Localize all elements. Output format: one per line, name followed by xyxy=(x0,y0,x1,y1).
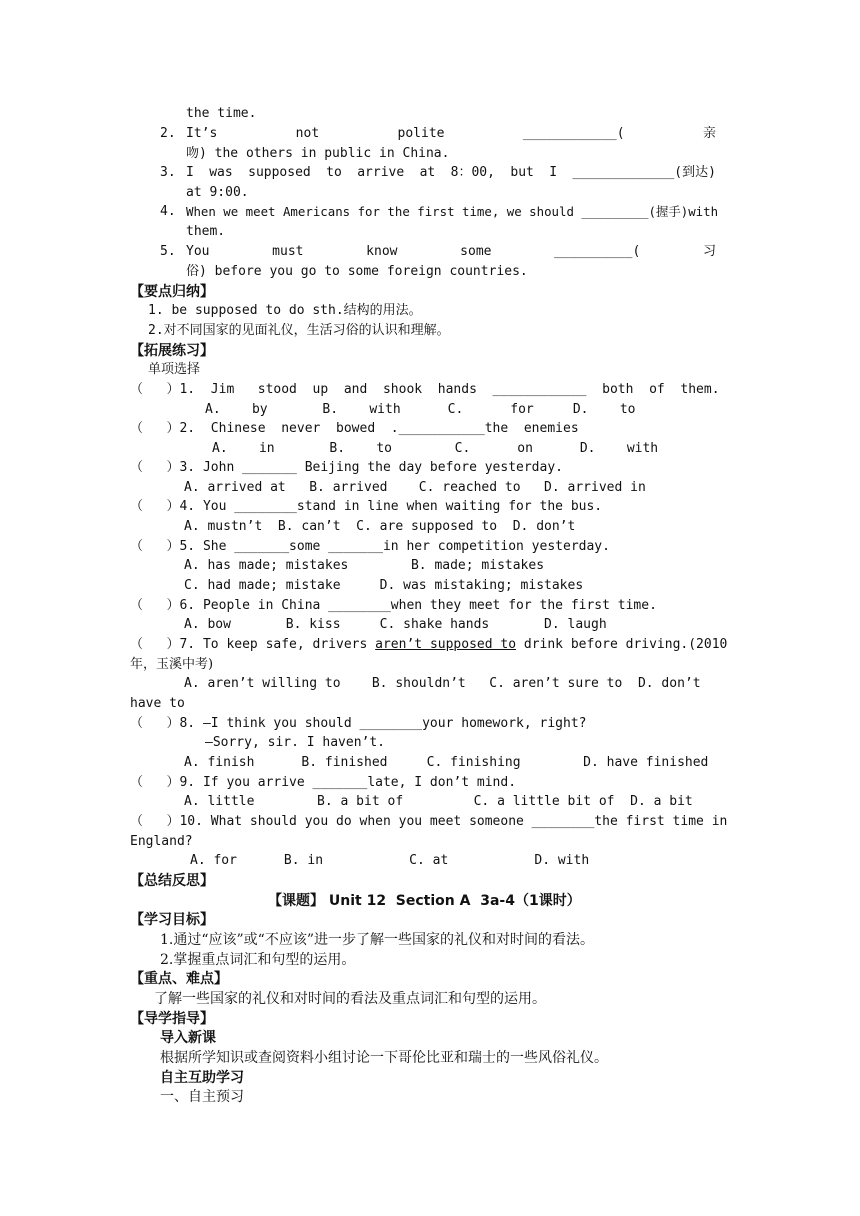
question-10-options: A. for B. in C. at D. with xyxy=(190,853,590,868)
underlined-phrase: aren’t supposed to xyxy=(375,637,517,652)
fill-in-number: 3. xyxy=(160,165,176,180)
guide-heading: 【导学指导】 xyxy=(130,1011,214,1027)
summary-point: 2.对不同国家的见面礼仪，生活习俗的认识和理解。 xyxy=(148,323,450,338)
question-6: （ ）6. People in China ________when they meet for the first time. xyxy=(130,598,657,613)
question-3-options: A. arrived at B. arrived C. reached to D. arrived in xyxy=(184,480,646,495)
question-3: （ ）3. John _______ Beijing the day before yesterday. xyxy=(130,460,563,475)
question-6-options: A. bow B. kiss C. shake hands D. laugh xyxy=(184,617,607,632)
question-1: （ ）1. Jim stood up and shook hands ____________ both of them. xyxy=(130,382,720,397)
lesson-title: 【课题】 Unit 12 Section A 3a-4（1课时） xyxy=(268,893,581,909)
reflection-heading: 【总结反思】 xyxy=(130,873,214,889)
question-5: （ ）5. She _______some _______in her competition yesterday. xyxy=(130,539,610,554)
practice-heading: 【拓展练习】 xyxy=(130,343,214,359)
question-10: （ ）10. What should you do when you meet someone ________the first time in xyxy=(130,814,728,829)
question-4: （ ）4. You ________stand in line when waiting for the bus. xyxy=(130,499,603,514)
question-9-options: A. little B. a bit of C. a little bit of D. a bit xyxy=(184,794,693,809)
goal-item: 1.通过“应该”或“不应该”进一步了解一些国家的礼仪和对时间的看法。 xyxy=(160,932,594,948)
fill-in-item-3-wrap: at 9:00. xyxy=(186,185,249,200)
fill-in-item-2-wrap: 吻) the others in public in China. xyxy=(186,146,450,161)
question-5-options: A. has made; mistakes B. made; mistakes xyxy=(184,558,545,573)
question-2-options: A. in B. to C. on D. with xyxy=(212,441,659,456)
fill-in-item-2: It’s not polite ____________( 亲 xyxy=(186,126,716,141)
key-points-heading: 【重点、难点】 xyxy=(130,971,228,987)
key-points-text: 了解一些国家的礼仪和对时间的看法及重点词汇和句型的运用。 xyxy=(154,991,546,1007)
question-8-options: A. finish B. finished C. finishing D. have finished xyxy=(184,755,709,770)
summary-heading: 【要点归纳】 xyxy=(130,284,214,300)
goal-item: 2.掌握重点词汇和句型的运用。 xyxy=(160,952,356,968)
question-8: （ ）8. —I think you should ________your homework, right? xyxy=(130,716,587,731)
fill-in-number: 5. xyxy=(160,244,176,259)
preview-heading: 一、自主预习 xyxy=(160,1089,244,1105)
fill-in-number: 4. xyxy=(160,204,176,219)
question-10-wrap: England? xyxy=(130,834,193,849)
question-9: （ ）9. If you arrive _______late, I don’t mind. xyxy=(130,775,517,790)
question-5-options: C. had made; mistake D. was mistaking; mistakes xyxy=(184,578,584,593)
practice-subheading: 单项选择 xyxy=(148,362,201,377)
fill-in-item-4: When we meet Americans for the first time, we should _________(握手)with xyxy=(186,204,719,219)
fill-in-number: 2. xyxy=(160,126,176,141)
summary-point: 1. be supposed to do sth.结构的用法。 xyxy=(148,303,422,318)
intro-text: 根据所学知识或查阅资料小组讨论一下哥伦比亚和瑞士的一些风俗礼仪。 xyxy=(160,1050,608,1066)
fill-in-item-3: I was supposed to arrive at 8：00, but I _____________(到达) xyxy=(186,165,716,180)
question-4-options: A. mustn’t B. can’t C. are supposed to D. don’t xyxy=(184,519,576,534)
question-7-options-wrap: have to xyxy=(130,696,185,711)
fill-in-line-1: the time. xyxy=(186,106,257,121)
fill-in-item-4-wrap: them. xyxy=(186,224,226,239)
question-7: （ ）7. To keep safe, drivers aren’t supposed to drink before driving.(2010 xyxy=(130,637,728,652)
fill-in-item-5: You must know some __________( 习 xyxy=(186,244,716,259)
goal-heading: 【学习目标】 xyxy=(130,912,214,928)
question-1-options: A. by B. with C. for D. to xyxy=(205,402,636,417)
question-8-reply: —Sorry, sir. I haven’t. xyxy=(205,735,386,750)
self-study-heading: 自主互助学习 xyxy=(160,1070,244,1086)
question-7-options: A. aren’t willing to B. shouldn’t C. aren’t sure to D. don’t xyxy=(184,676,701,691)
question-7-wrap: 年，玉溪中考) xyxy=(130,657,214,672)
fill-in-item-5-wrap: 俗) before you go to some foreign countries. xyxy=(186,264,528,279)
intro-heading: 导入新课 xyxy=(160,1030,216,1046)
question-2: （ ）2. Chinese never bowed .___________the enemies xyxy=(130,421,579,436)
